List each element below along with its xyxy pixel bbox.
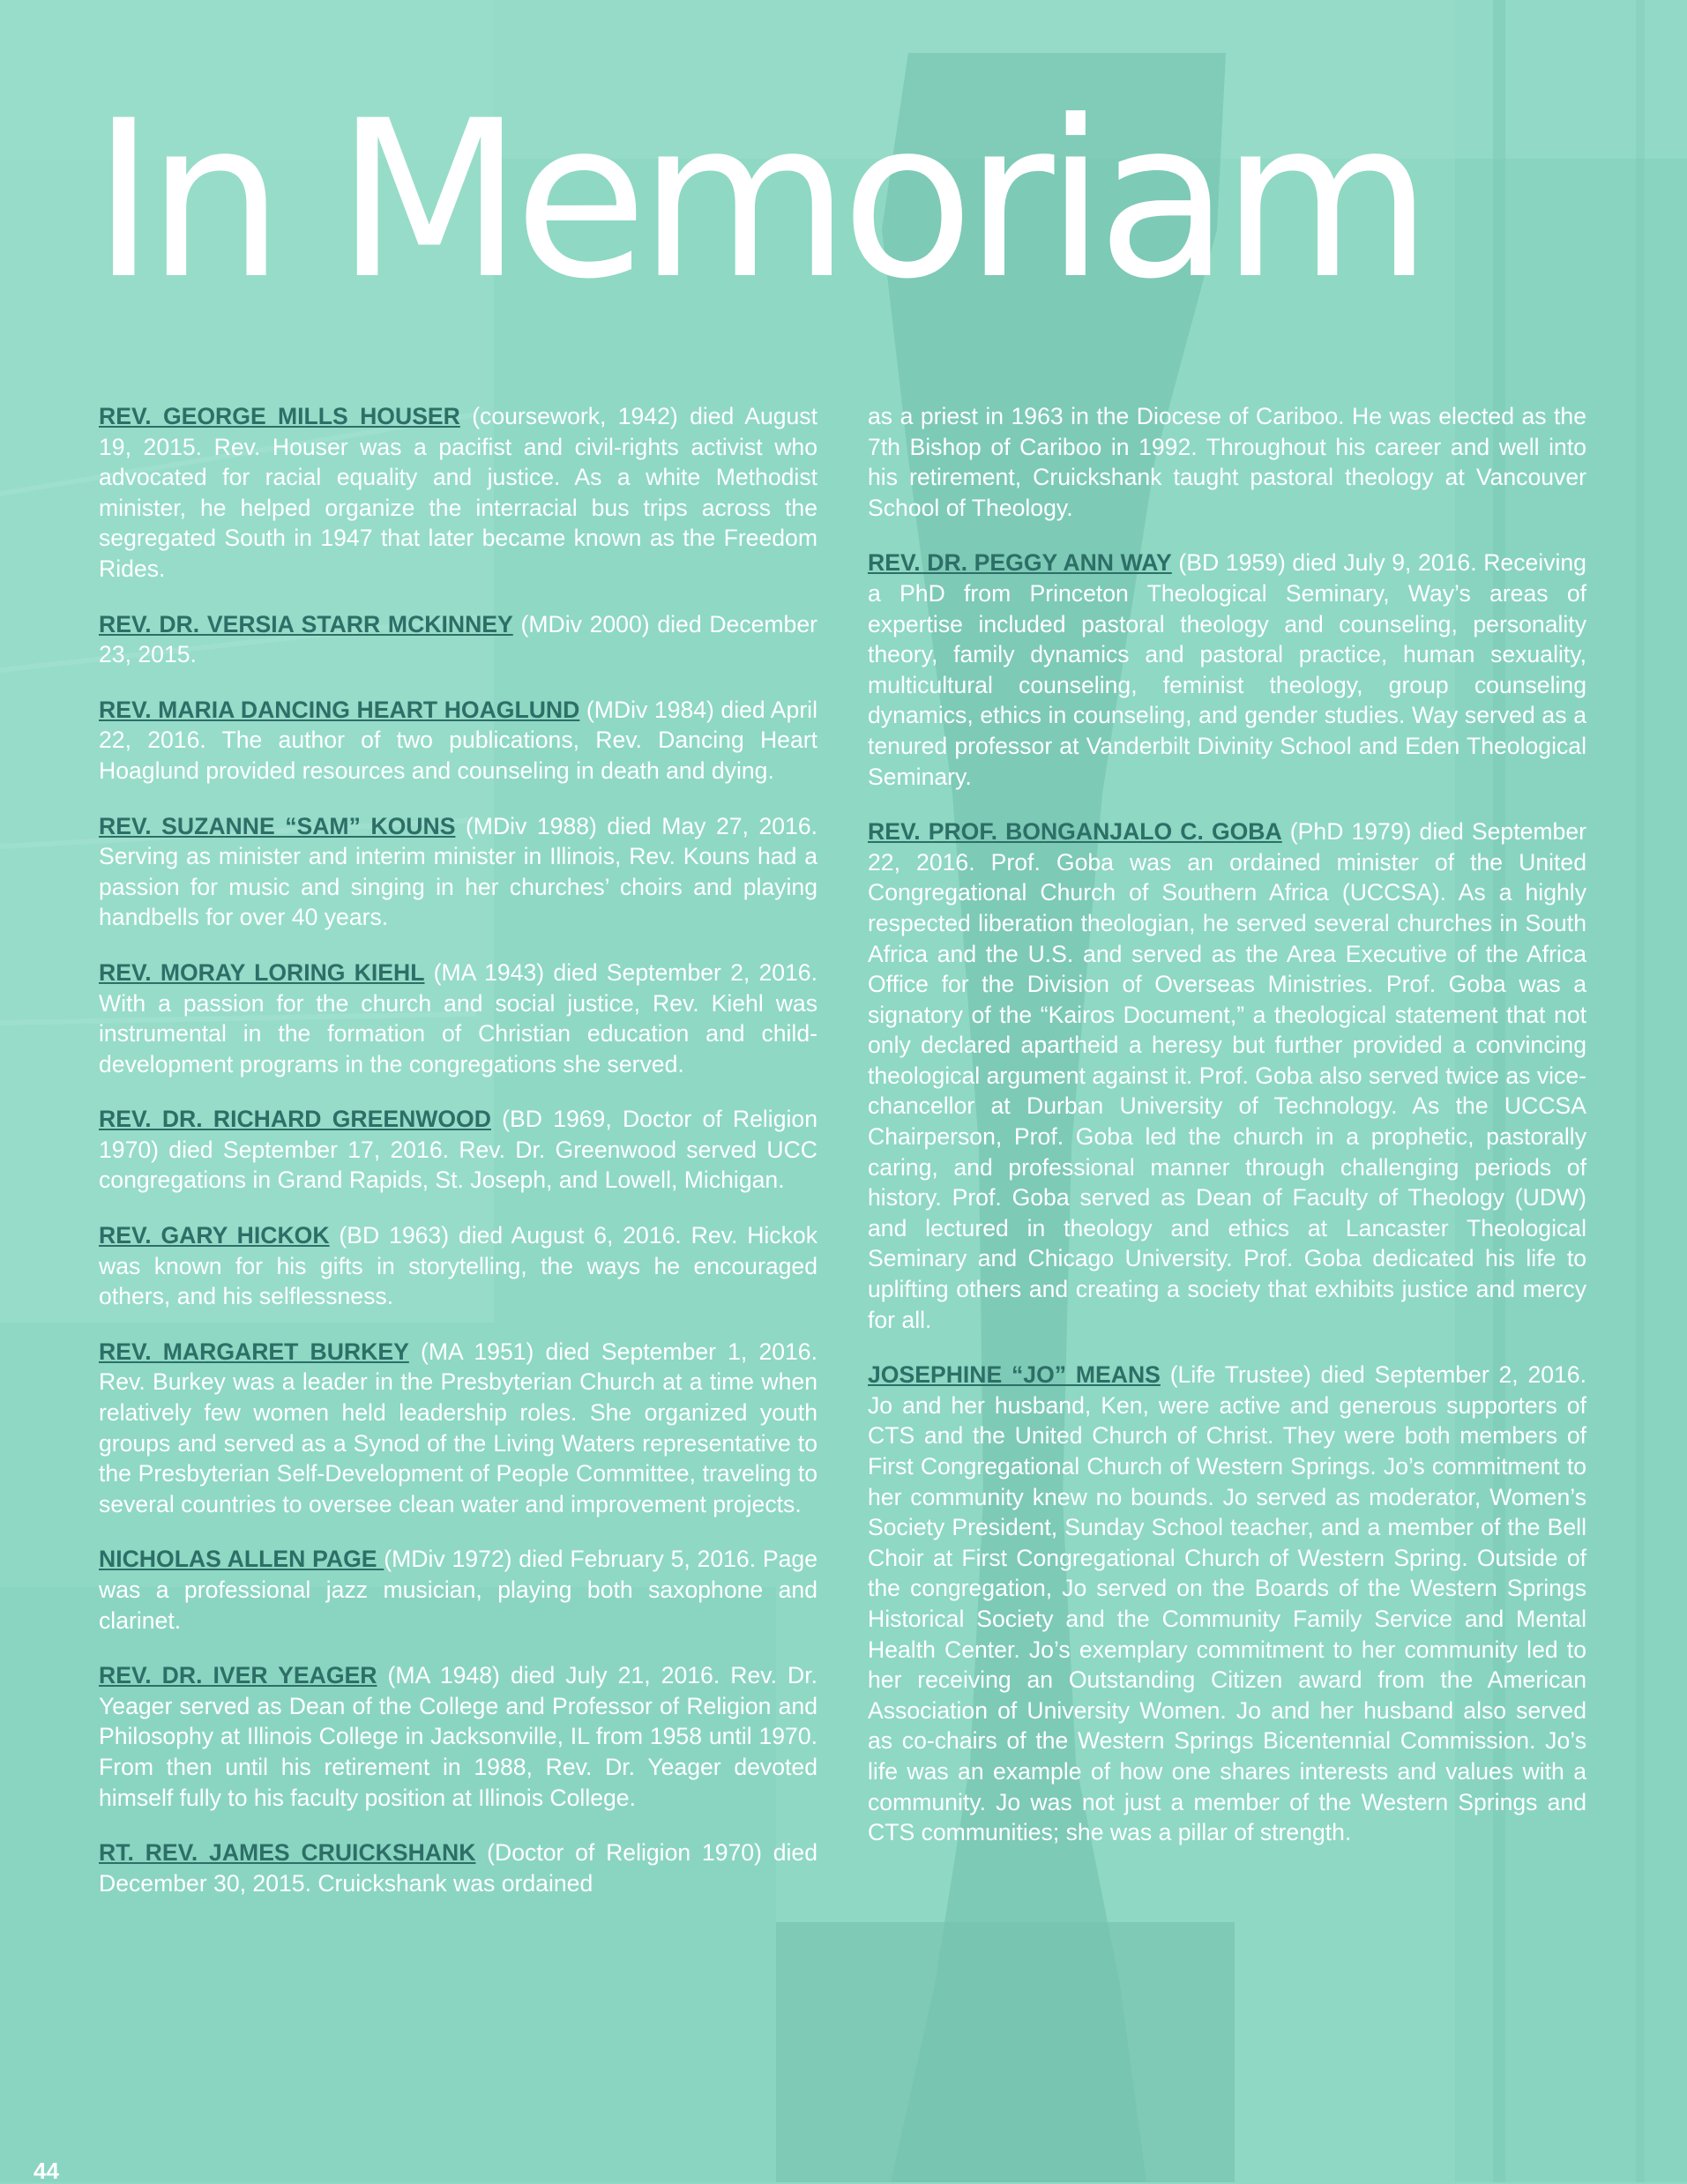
entry-text: (MDiv 2000) died December 23, 2015. xyxy=(99,610,817,668)
memoriam-entry xyxy=(99,811,817,933)
memoriam-entry xyxy=(99,1104,817,1196)
right-column xyxy=(868,401,1586,1873)
entry-name: REV. MARGARET BURKEY xyxy=(99,1338,409,1365)
entry-name: REV. PROF. BONGANJALO C. GOBA xyxy=(868,818,1282,846)
memoriam-entry xyxy=(99,1337,817,1520)
entry-text: (BD 1959) died July 9, 2016. Receiving a PhD from Princeton Theological Seminary, Way’s areas of expertise included pastoral theology and counseling, personality theory, family dynamics and pastoral practice, human sexuality, multicultural counseling, feminist theology, group counseling dynamics, ethics in counseling, and gender studies. Way served as a tenured professor at Vanderbilt Divinity School and Eden Theological Seminary. xyxy=(868,549,1586,790)
entry-text: (MA 1951) died September 1, 2016. Rev. Burkey was a leader in the Presbyterian Church at a time when relatively few women held leadership roles. She organized youth groups and served as a Synod of the Living Waters representative to the Presbyterian Self-Development of People Committee, traveling to several countries to oversee clean water and improvement projects. xyxy=(99,1338,817,1517)
memoriam-entry xyxy=(868,548,1586,792)
entry-name: REV. GEORGE MILLS HOUSER xyxy=(99,403,460,429)
page-number: 44 xyxy=(34,2158,59,2184)
memoriam-entry xyxy=(99,401,817,585)
entry-text: (MDiv 1984) died April 22, 2016. The author of two publications, Rev. Dancing Heart Hoaglund provided resources and counseling in death and dying. xyxy=(99,696,817,784)
entry-text: (Doctor of Religion 1970) died December 30, 2015. Cruickshank was ordained xyxy=(99,1839,817,1897)
entry-name: RT. REV. JAMES CRUICKSHANK xyxy=(99,1839,476,1867)
page-title: In Memoriam xyxy=(92,75,1424,327)
entry-name: REV. DR. PEGGY ANN WAY xyxy=(868,549,1172,577)
entry-name: REV. SUZANNE “SAM” KOUNS xyxy=(99,812,456,839)
memoriam-entry xyxy=(99,958,817,1079)
entry-text: (MDiv 1988) died May 27, 2016. Serving as minister and interim minister in Illinois, Rev. Kouns had a passion for music and singing in her churches’ choirs and playing handbells for over 40 years. xyxy=(99,812,817,931)
entry-text: (PhD 1979) died September 22, 2016. Prof. Goba was an ordained minister of the United Congregational Church of Southern Africa (UCCSA). As a highly respected liberation theologian, he served several churches in South Africa and the U.S. and served as the Area Executive of the Africa Office for the Division of Overseas Ministries. Prof. Goba was a signatory of the “Kairos Document,” a theological statement that not only declared apartheid a heresy but further provided a convincing theological argument against it. Prof. Goba also served twice as vice-chancellor at Durban University of Technology. As the UCCSA Chairperson, Prof. Goba led the church in a prophetic, pastorally caring, and professional manner through challenging periods of history. Prof. Goba served as Dean of Faculty of Theology (UDW) and lectured in theology and ethics at Lancaster Theological Seminary and Chicago University. Prof. Goba dedicated his life to uplifting others and creating a society that exhibits justice and mercy for all. xyxy=(868,818,1586,1333)
entry-name: REV. DR. IVER YEAGER xyxy=(99,1662,377,1689)
memoriam-entry xyxy=(99,1837,817,1898)
entry-text: (BD 1963) died August 6, 2016. Rev. Hickok was known for his gifts in storytelling, the ways he encouraged others, and his selflessness. xyxy=(99,1222,817,1310)
memoriam-entry xyxy=(99,695,817,786)
memoriam-entry xyxy=(868,1360,1586,1848)
memoriam-entry xyxy=(99,1544,817,1636)
memoriam-entry xyxy=(99,609,817,670)
entry-text: (Life Trustee) died September 2, 2016. Jo and her husband, Ken, were active and generous supporters of CTS and the United Church of Christ. They were both members of First Congregational Church of Western Springs. Jo’s commitment to her community knew no bounds. Jo served as moderator, Women’s Society President, Sunday School teacher, and a member of the Bell Choir at First Congregational Church of Western Spring. Outside of the congregation, Jo served on the Boards of the Western Springs Historical Society and the Community Family Service and Mental Health Center. Jo’s exemplary commitment to her community led to her receiving an Outstanding Citizen award from the American Association of University Women. Jo and her husband also served as co-chairs of the Western Springs Bicentennial Commission. Jo’s life was an example of how one shares interests and values with a community. Jo was not just a member of the Western Springs and CTS communities; she was a pillar of strength. xyxy=(868,1361,1586,1846)
entry-name: NICHOLAS ALLEN PAGE xyxy=(99,1546,384,1573)
entry-name: REV. DR. RICHARD GREENWOOD xyxy=(99,1106,491,1133)
entry-text: (MA 1948) died July 21, 2016. Rev. Dr. Yeager served as Dean of the College and Professor of Religion and Philosophy at Illinois College in Jacksonville, IL from 1958 until 1970. From then until his retirement in 1988, Rev. Dr. Yeager devoted himself fully to his faculty position at Illinois College. xyxy=(99,1662,818,1811)
memoriam-entry xyxy=(868,816,1586,1335)
entry-name: REV. MARIA DANCING HEART HOAGLUND xyxy=(99,696,580,723)
entry-name: REV. GARY HICKOK xyxy=(99,1222,330,1249)
entry-name: REV. MORAY LORING KIEHL xyxy=(99,958,425,986)
left-column xyxy=(99,401,817,1923)
entry-name: JOSEPHINE “JO” MEANS xyxy=(868,1361,1161,1389)
entry-text: as a priest in 1963 in the Diocese of Cariboo. He was elected as the 7th Bishop of Cariboo in 1992. Throughout his career and well into his retirement, Cruickshank taught pastoral theology at Vancouver School of Theology. xyxy=(868,403,1586,521)
entry-text: (MDiv 1972) died February 5, 2016. Page was a professional jazz musician, playing both saxophone and clarinet. xyxy=(99,1546,817,1634)
entry-text: (coursework, 1942) died August 19, 2015. Rev. Houser was a pacifist and civil-rights activist who advocated for racial equality and justice. As a white Methodist minister, he helped organize the interracial bus trips across the segregated South in 1947 that later became known as the Freedom Rides. xyxy=(99,403,817,582)
memoriam-entry xyxy=(99,1220,817,1312)
entry-text: (MA 1943) died September 2, 2016. With a passion for the church and social justice, Rev. Kiehl was instrumental in the formation of Christian education and child-development programs in the congregations she served. xyxy=(99,958,817,1077)
entry-text: (BD 1969, Doctor of Religion 1970) died September 17, 2016. Rev. Dr. Greenwood served UCC congregations in Grand Rapids, St. Joseph, and Lowell, Michigan. xyxy=(99,1106,817,1194)
entry-name: REV. DR. VERSIA STARR MCKINNEY xyxy=(99,610,513,637)
memoriam-entry-continued xyxy=(868,401,1586,523)
memoriam-entry xyxy=(99,1660,817,1813)
